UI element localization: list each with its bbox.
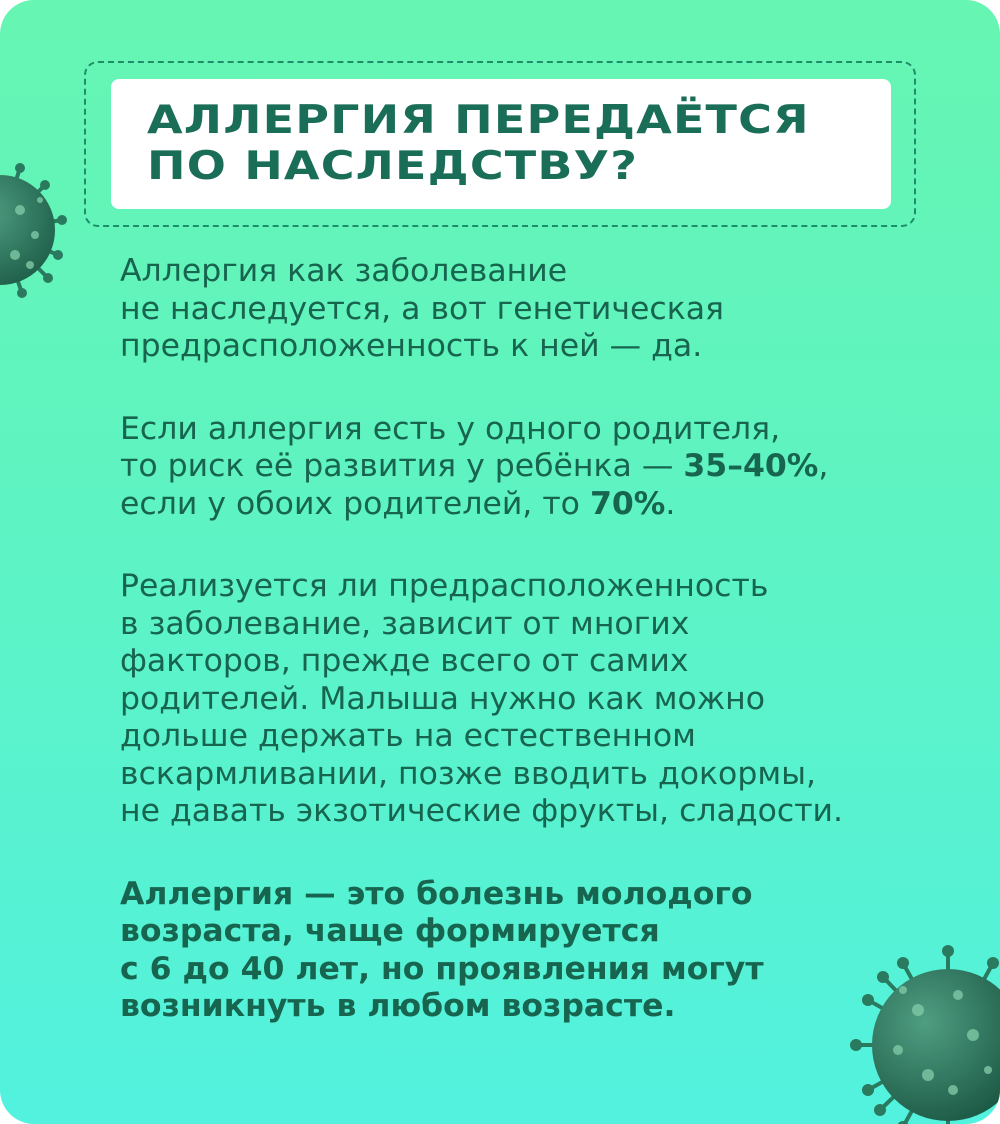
- text-line: [120, 486, 980, 524]
- page-title: [147, 98, 997, 190]
- punctuation: ,: [818, 448, 829, 484]
- virus-icon: [0, 150, 70, 310]
- text-line: в заболевание, зависит от многих: [120, 605, 690, 642]
- text-line: вскармливании, позже вводить докормы,: [120, 755, 816, 792]
- text-line: Аллергия — это болезнь молодого: [120, 875, 753, 912]
- paragraph-inheritance: [120, 253, 980, 366]
- text-line: факторов, прежде всего от самих: [120, 643, 689, 679]
- punctuation: .: [665, 485, 676, 522]
- paragraph-risk: [120, 411, 980, 524]
- text-line: родителей. Малыша нужно как можно: [120, 680, 766, 717]
- title-line-2: ПО НАСЛЕДСТВУ?: [147, 144, 639, 189]
- paragraph-factors: [120, 568, 980, 831]
- risk-text: то риск её развития у ребёнка —: [120, 448, 684, 484]
- text-line: возникнуть в любом возрасте.: [120, 988, 676, 1024]
- risk-one-parent-value: 35–40%: [683, 448, 819, 484]
- text-line: возраста, чаще формируется: [120, 913, 660, 949]
- title-line-1: АЛЛЕРГИЯ ПЕРЕДАЁТСЯ: [147, 98, 810, 143]
- risk-text: если у обоих родителей, то: [120, 485, 590, 522]
- text-line: Реализуется ли предрасположенность: [120, 568, 769, 604]
- text-line: не наследуется, а вот генетическая: [120, 290, 724, 327]
- text-line: не давать экзотические фрукты, сладости.: [120, 793, 844, 829]
- text-line: с 6 до 40 лет, но проявления могут: [120, 950, 764, 987]
- paragraph-conclusion: [120, 876, 980, 1026]
- text-line: Если аллергия есть у одного родителя,: [120, 410, 781, 447]
- body-text: [120, 253, 980, 1026]
- text-line: Аллергия как заболевание: [120, 253, 568, 289]
- risk-both-parents-value: 70%: [589, 485, 666, 522]
- text-line: дольше держать на естественном: [120, 718, 696, 754]
- text-line: [120, 448, 980, 486]
- text-line: предрасположенность к ней — да.: [120, 328, 703, 364]
